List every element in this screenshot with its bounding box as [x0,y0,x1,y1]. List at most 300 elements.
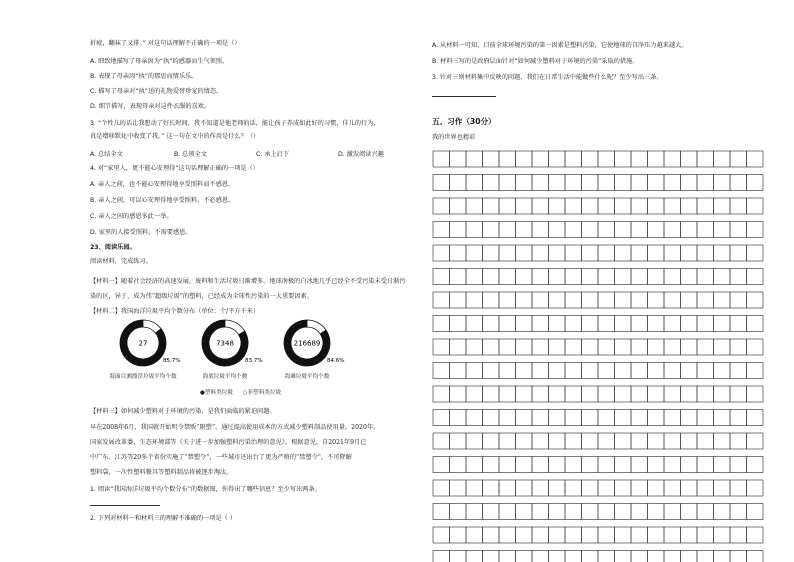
grid-cell[interactable] [648,551,665,562]
grid-cell[interactable] [615,433,632,449]
grid-cell[interactable] [747,151,764,167]
grid-cell[interactable] [648,363,665,379]
grid-cell[interactable] [433,527,450,543]
grid-cell[interactable] [466,198,483,214]
grid-cell[interactable] [549,480,566,496]
grid-cell[interactable] [714,480,731,496]
grid-cell[interactable] [565,363,582,379]
grid-cell[interactable] [664,198,681,214]
grid-cell[interactable] [697,527,714,543]
grid-cell[interactable] [516,339,533,355]
grid-cell[interactable] [598,198,615,214]
grid-cell[interactable] [681,386,698,402]
grid-cell[interactable] [598,175,615,191]
grid-cell[interactable] [697,410,714,426]
grid-cell[interactable] [697,292,714,308]
grid-cell[interactable] [631,175,648,191]
grid-cell[interactable] [681,316,698,332]
grid-cell[interactable] [697,480,714,496]
grid-cell[interactable] [714,175,731,191]
grid-cell[interactable] [565,480,582,496]
grid-cell[interactable] [648,316,665,332]
grid-cell[interactable] [483,339,500,355]
grid-cell[interactable] [615,339,632,355]
grid-cell[interactable] [516,222,533,238]
grid-cell[interactable] [730,316,747,332]
grid-cell[interactable] [664,527,681,543]
grid-cell[interactable] [730,551,747,562]
grid-cell[interactable] [714,551,731,562]
grid-cell[interactable] [631,504,648,520]
grid-cell[interactable] [466,480,483,496]
grid-cell[interactable] [714,151,731,167]
grid-cell[interactable] [615,292,632,308]
grid-cell[interactable] [549,504,566,520]
grid-cell[interactable] [565,222,582,238]
grid-cell[interactable] [516,269,533,285]
grid-cell[interactable] [499,386,516,402]
grid-cell[interactable] [582,175,599,191]
grid-cell[interactable] [466,175,483,191]
grid-cell[interactable] [697,504,714,520]
grid-cell[interactable] [466,339,483,355]
grid-cell[interactable] [516,527,533,543]
grid-cell[interactable] [648,245,665,261]
grid-cell[interactable] [516,504,533,520]
grid-cell[interactable] [582,386,599,402]
grid-cell[interactable] [516,363,533,379]
grid-cell[interactable] [747,363,764,379]
grid-cell[interactable] [714,410,731,426]
grid-cell[interactable] [499,222,516,238]
grid-cell[interactable] [516,551,533,562]
grid-cell[interactable] [532,269,549,285]
grid-cell[interactable] [747,457,764,473]
grid-cell[interactable] [730,151,747,167]
grid-cell[interactable] [631,527,648,543]
grid-cell[interactable] [499,480,516,496]
grid-cell[interactable] [664,480,681,496]
grid-cell[interactable] [516,386,533,402]
grid-cell[interactable] [631,433,648,449]
grid-cell[interactable] [549,292,566,308]
grid-cell[interactable] [483,245,500,261]
grid-cell[interactable] [631,480,648,496]
grid-cell[interactable] [730,504,747,520]
grid-cell[interactable] [664,222,681,238]
grid-cell[interactable] [747,433,764,449]
grid-cell[interactable] [681,245,698,261]
grid-cell[interactable] [565,410,582,426]
grid-cell[interactable] [565,433,582,449]
grid-cell[interactable] [631,410,648,426]
grid-cell[interactable] [499,316,516,332]
grid-cell[interactable] [565,292,582,308]
grid-cell[interactable] [516,245,533,261]
grid-cell[interactable] [450,551,467,562]
grid-cell[interactable] [631,151,648,167]
grid-cell[interactable] [598,339,615,355]
grid-cell[interactable] [466,527,483,543]
grid-cell[interactable] [681,433,698,449]
grid-cell[interactable] [499,457,516,473]
grid-cell[interactable] [565,339,582,355]
grid-cell[interactable] [582,245,599,261]
grid-cell[interactable] [483,480,500,496]
grid-cell[interactable] [697,316,714,332]
grid-cell[interactable] [450,504,467,520]
grid-cell[interactable] [598,222,615,238]
grid-cell[interactable] [450,316,467,332]
grid-cell[interactable] [730,339,747,355]
grid-cell[interactable] [433,339,450,355]
grid-cell[interactable] [681,175,698,191]
grid-cell[interactable] [549,151,566,167]
grid-cell[interactable] [483,269,500,285]
grid-cell[interactable] [499,292,516,308]
grid-cell[interactable] [730,410,747,426]
grid-cell[interactable] [466,433,483,449]
grid-cell[interactable] [565,198,582,214]
grid-cell[interactable] [466,151,483,167]
grid-cell[interactable] [549,433,566,449]
grid-cell[interactable] [714,433,731,449]
grid-cell[interactable] [615,316,632,332]
grid-cell[interactable] [450,175,467,191]
grid-cell[interactable] [681,339,698,355]
grid-cell[interactable] [697,245,714,261]
grid-cell[interactable] [582,292,599,308]
grid-cell[interactable] [466,245,483,261]
grid-cell[interactable] [664,151,681,167]
grid-cell[interactable] [648,222,665,238]
grid-cell[interactable] [730,433,747,449]
grid-cell[interactable] [681,504,698,520]
grid-cell[interactable] [582,222,599,238]
grid-cell[interactable] [681,480,698,496]
grid-cell[interactable] [598,480,615,496]
grid-cell[interactable] [697,175,714,191]
grid-cell[interactable] [615,198,632,214]
grid-cell[interactable] [714,363,731,379]
grid-cell[interactable] [499,151,516,167]
grid-cell[interactable] [697,457,714,473]
grid-cell[interactable] [598,316,615,332]
grid-cell[interactable] [499,433,516,449]
grid-cell[interactable] [697,433,714,449]
grid-cell[interactable] [549,269,566,285]
grid-cell[interactable] [433,480,450,496]
grid-cell[interactable] [598,551,615,562]
grid-cell[interactable] [433,363,450,379]
grid-cell[interactable] [697,269,714,285]
grid-cell[interactable] [466,316,483,332]
grid-cell[interactable] [433,175,450,191]
grid-cell[interactable] [681,151,698,167]
grid-cell[interactable] [483,198,500,214]
grid-cell[interactable] [483,222,500,238]
grid-cell[interactable] [648,339,665,355]
grid-cell[interactable] [714,457,731,473]
grid-cell[interactable] [499,339,516,355]
grid-cell[interactable] [433,504,450,520]
grid-cell[interactable] [450,151,467,167]
grid-cell[interactable] [664,386,681,402]
grid-cell[interactable] [598,410,615,426]
grid-cell[interactable] [730,363,747,379]
grid-cell[interactable] [450,527,467,543]
grid-cell[interactable] [730,222,747,238]
grid-cell[interactable] [549,198,566,214]
grid-cell[interactable] [664,363,681,379]
grid-cell[interactable] [664,504,681,520]
grid-cell[interactable] [664,292,681,308]
grid-cell[interactable] [532,245,549,261]
grid-cell[interactable] [598,504,615,520]
grid-cell[interactable] [747,480,764,496]
grid-cell[interactable] [450,363,467,379]
grid-cell[interactable] [532,198,549,214]
grid-cell[interactable] [433,386,450,402]
grid-cell[interactable] [648,151,665,167]
grid-cell[interactable] [532,316,549,332]
grid-cell[interactable] [747,222,764,238]
grid-cell[interactable] [483,433,500,449]
grid-cell[interactable] [648,269,665,285]
grid-cell[interactable] [565,245,582,261]
grid-cell[interactable] [747,386,764,402]
grid-cell[interactable] [433,292,450,308]
grid-cell[interactable] [499,175,516,191]
grid-cell[interactable] [466,410,483,426]
grid-cell[interactable] [664,316,681,332]
grid-cell[interactable] [565,386,582,402]
grid-cell[interactable] [648,527,665,543]
grid-cell[interactable] [664,457,681,473]
grid-cell[interactable] [549,222,566,238]
grid-cell[interactable] [681,292,698,308]
grid-cell[interactable] [466,363,483,379]
grid-cell[interactable] [499,504,516,520]
grid-cell[interactable] [483,457,500,473]
grid-cell[interactable] [747,527,764,543]
grid-cell[interactable] [516,433,533,449]
grid-cell[interactable] [582,363,599,379]
grid-cell[interactable] [681,410,698,426]
grid-cell[interactable] [499,410,516,426]
grid-cell[interactable] [450,433,467,449]
grid-cell[interactable] [549,527,566,543]
grid-cell[interactable] [549,457,566,473]
grid-cell[interactable] [433,316,450,332]
grid-cell[interactable] [648,457,665,473]
grid-cell[interactable] [549,410,566,426]
grid-cell[interactable] [483,292,500,308]
grid-cell[interactable] [582,504,599,520]
grid-cell[interactable] [549,316,566,332]
grid-cell[interactable] [532,363,549,379]
grid-cell[interactable] [466,292,483,308]
grid-cell[interactable] [582,198,599,214]
grid-cell[interactable] [697,151,714,167]
grid-cell[interactable] [565,551,582,562]
grid-cell[interactable] [582,457,599,473]
grid-cell[interactable] [466,386,483,402]
grid-cell[interactable] [582,316,599,332]
grid-cell[interactable] [598,269,615,285]
grid-cell[interactable] [532,527,549,543]
grid-cell[interactable] [532,410,549,426]
grid-cell[interactable] [615,551,632,562]
grid-cell[interactable] [532,175,549,191]
grid-cell[interactable] [615,269,632,285]
grid-cell[interactable] [664,269,681,285]
grid-cell[interactable] [681,198,698,214]
grid-cell[interactable] [433,551,450,562]
grid-cell[interactable] [631,269,648,285]
grid-cell[interactable] [516,175,533,191]
grid-cell[interactable] [615,480,632,496]
grid-cell[interactable] [433,457,450,473]
grid-cell[interactable] [565,316,582,332]
grid-cell[interactable] [499,269,516,285]
grid-cell[interactable] [747,269,764,285]
grid-cell[interactable] [532,433,549,449]
grid-cell[interactable] [499,198,516,214]
grid-cell[interactable] [631,316,648,332]
grid-cell[interactable] [433,433,450,449]
grid-cell[interactable] [615,363,632,379]
grid-cell[interactable] [730,527,747,543]
grid-cell[interactable] [516,292,533,308]
grid-cell[interactable] [747,410,764,426]
grid-cell[interactable] [582,480,599,496]
grid-cell[interactable] [549,245,566,261]
grid-cell[interactable] [648,480,665,496]
grid-cell[interactable] [615,151,632,167]
grid-cell[interactable] [532,339,549,355]
grid-cell[interactable] [450,480,467,496]
grid-cell[interactable] [582,151,599,167]
grid-cell[interactable] [615,175,632,191]
grid-cell[interactable] [532,504,549,520]
grid-cell[interactable] [631,363,648,379]
grid-cell[interactable] [714,292,731,308]
grid-cell[interactable] [648,175,665,191]
grid-cell[interactable] [582,551,599,562]
grid-cell[interactable] [648,433,665,449]
grid-cell[interactable] [499,363,516,379]
grid-cell[interactable] [532,222,549,238]
grid-cell[interactable] [466,551,483,562]
grid-cell[interactable] [565,504,582,520]
grid-cell[interactable] [730,480,747,496]
grid-cell[interactable] [615,504,632,520]
grid-cell[interactable] [532,457,549,473]
grid-cell[interactable] [549,175,566,191]
grid-cell[interactable] [747,245,764,261]
grid-cell[interactable] [664,433,681,449]
grid-cell[interactable] [714,339,731,355]
grid-cell[interactable] [483,410,500,426]
grid-cell[interactable] [582,339,599,355]
grid-cell[interactable] [714,269,731,285]
grid-cell[interactable] [565,269,582,285]
grid-cell[interactable] [714,504,731,520]
grid-cell[interactable] [747,316,764,332]
grid-cell[interactable] [598,457,615,473]
grid-cell[interactable] [714,386,731,402]
grid-cell[interactable] [697,363,714,379]
grid-cell[interactable] [450,292,467,308]
grid-cell[interactable] [714,527,731,543]
grid-cell[interactable] [648,386,665,402]
grid-cell[interactable] [565,527,582,543]
grid-cell[interactable] [532,292,549,308]
grid-cell[interactable] [615,527,632,543]
grid-cell[interactable] [615,386,632,402]
essay-grid[interactable] [432,150,764,562]
grid-cell[interactable] [697,339,714,355]
grid-cell[interactable] [631,245,648,261]
grid-cell[interactable] [483,175,500,191]
grid-cell[interactable] [697,551,714,562]
grid-cell[interactable] [516,316,533,332]
grid-cell[interactable] [664,245,681,261]
grid-cell[interactable] [516,198,533,214]
grid-cell[interactable] [598,245,615,261]
grid-cell[interactable] [433,269,450,285]
grid-cell[interactable] [714,245,731,261]
grid-cell[interactable] [730,198,747,214]
grid-cell[interactable] [565,175,582,191]
grid-cell[interactable] [631,551,648,562]
grid-cell[interactable] [549,386,566,402]
grid-cell[interactable] [483,386,500,402]
grid-cell[interactable] [598,527,615,543]
grid-cell[interactable] [582,269,599,285]
grid-cell[interactable] [598,363,615,379]
grid-cell[interactable] [532,151,549,167]
grid-cell[interactable] [747,339,764,355]
grid-cell[interactable] [549,551,566,562]
grid-cell[interactable] [664,551,681,562]
grid-cell[interactable] [697,386,714,402]
grid-cell[interactable] [598,386,615,402]
grid-cell[interactable] [532,480,549,496]
grid-cell[interactable] [466,457,483,473]
grid-cell[interactable] [565,151,582,167]
grid-cell[interactable] [664,410,681,426]
grid-cell[interactable] [598,151,615,167]
grid-cell[interactable] [433,151,450,167]
grid-cell[interactable] [483,151,500,167]
grid-cell[interactable] [565,457,582,473]
grid-cell[interactable] [549,363,566,379]
grid-cell[interactable] [681,551,698,562]
grid-cell[interactable] [697,198,714,214]
grid-cell[interactable] [499,245,516,261]
grid-cell[interactable] [615,410,632,426]
grid-cell[interactable] [499,551,516,562]
grid-cell[interactable] [747,504,764,520]
grid-cell[interactable] [450,457,467,473]
grid-cell[interactable] [631,386,648,402]
grid-cell[interactable] [483,504,500,520]
grid-cell[interactable] [450,198,467,214]
grid-cell[interactable] [648,292,665,308]
grid-cell[interactable] [681,222,698,238]
